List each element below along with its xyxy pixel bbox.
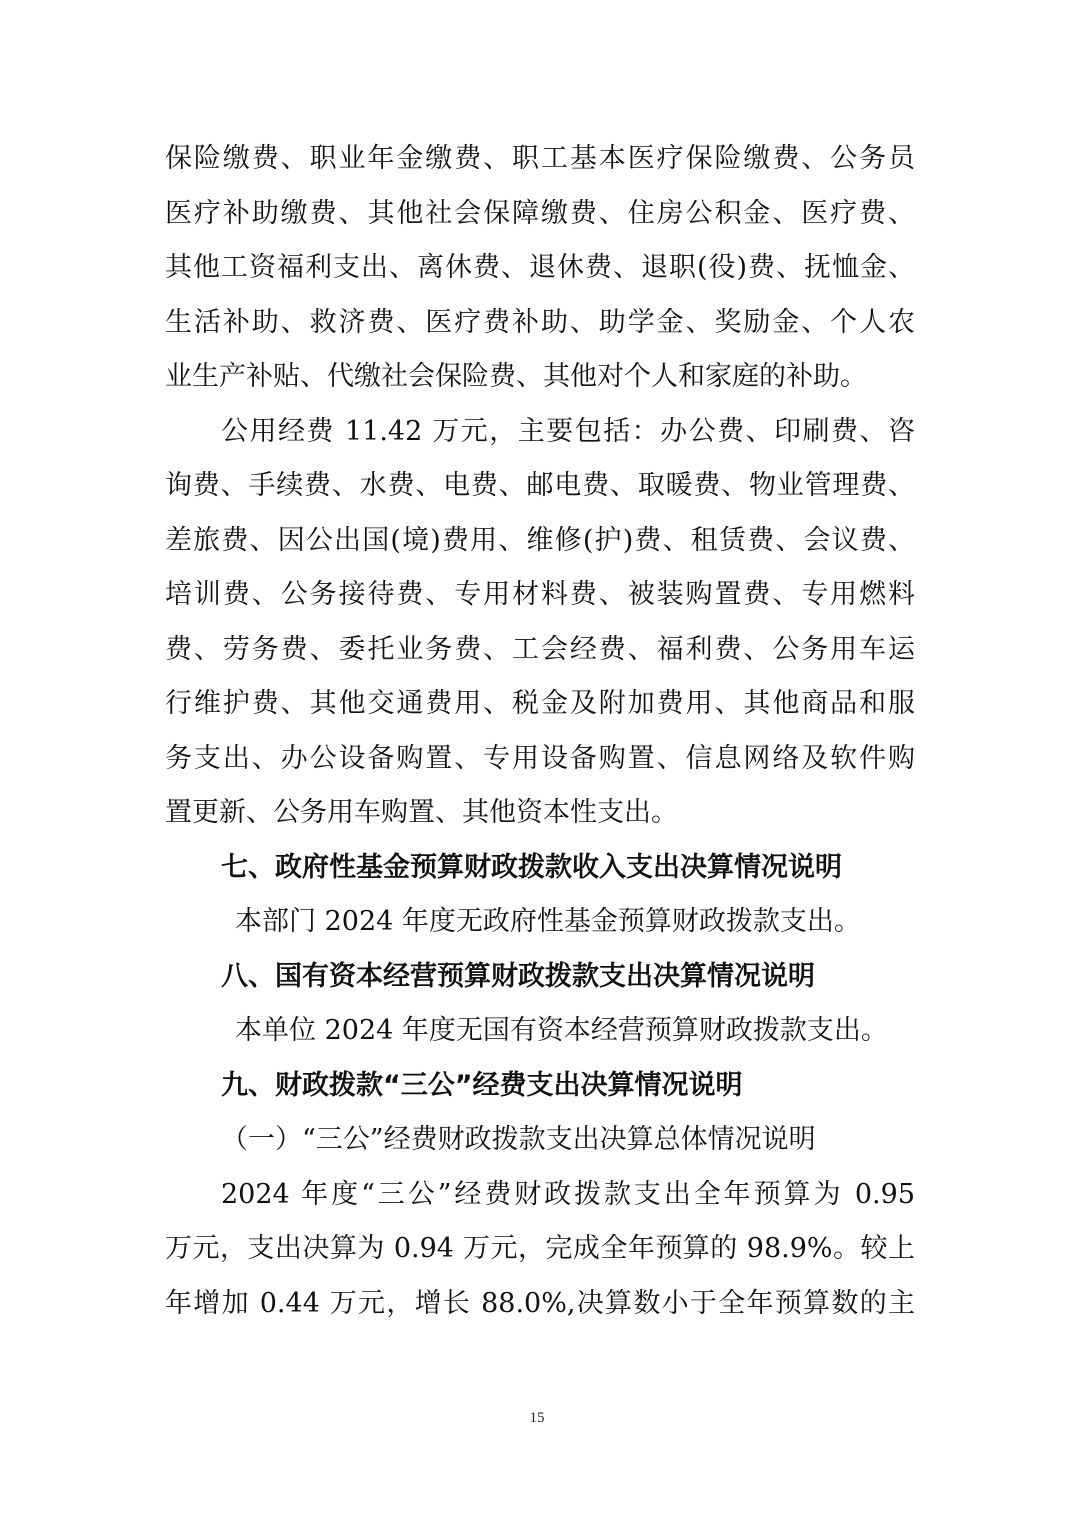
body-line: 年增加 0.44 万元，增长 88.0%,决算数小于全年预算数的主 <box>165 1287 915 1319</box>
body-line: 培训费、公务接待费、专用材料费、被装购置费、专用燃料 <box>165 579 915 610</box>
paragraph-start-line: 2024 年度“三公”经费财政拨款支出全年预算为 0.95 <box>221 1178 915 1210</box>
subsection-heading: （一）“三公”经费财政拨款支出决算总体情况说明 <box>221 1124 816 1155</box>
body-line: 差旅费、因公出国(境)费用、维修(护)费、租赁费、会议费、 <box>165 524 915 556</box>
section-body-line: 本单位 2024 年度无国有资本经营预算财政拨款支出。 <box>235 1015 888 1046</box>
body-line: 其他工资福利支出、离休费、退休费、退职(役)费、抚恤金、 <box>165 252 915 283</box>
body-line: 生活补助、救济费、医疗费补助、助学金、奖励金、个人农 <box>165 306 915 338</box>
body-line: 置更新、公务用车购置、其他资本性支出。 <box>165 797 678 828</box>
body-line: 行维护费、其他交通费用、税金及附加费用、其他商品和服 <box>165 688 915 719</box>
section-body-line: 本部门 2024 年度无政府性基金预算财政拨款支出。 <box>235 906 861 937</box>
body-line: 务支出、办公设备购置、专用设备购置、信息网络及软件购 <box>165 742 915 774</box>
body-line: 费、劳务费、委托业务费、工会经费、福利费、公务用车运 <box>165 633 915 665</box>
section-heading-eight: 八、国有资本经营预算财政拨款支出决算情况说明 <box>221 960 815 992</box>
body-line: 保险缴费、职业年金缴费、职工基本医疗保险缴费、公务员 <box>165 143 915 174</box>
body-line: 医疗补助缴费、其他社会保障缴费、住房公积金、医疗费、 <box>165 197 915 229</box>
body-line: 万元，支出决算为 0.94 万元，完成全年预算的 98.9%。较上 <box>165 1233 915 1264</box>
document-body <box>165 132 915 1331</box>
section-heading-nine: 九、财政拨款“三公”经费支出决算情况说明 <box>221 1069 743 1101</box>
body-line: 业生产补贴、代缴社会保险费、其他对个人和家庭的补助。 <box>165 361 867 392</box>
section-heading-seven: 七、政府性基金预算财政拨款收入支出决算情况说明 <box>221 851 842 883</box>
paragraph-start-line: 公用经费 11.42 万元，主要包括：办公费、印刷费、咨 <box>221 415 915 447</box>
body-line: 询费、手续费、水费、电费、邮电费、取暖费、物业管理费、 <box>165 470 915 501</box>
page-number: 15 <box>529 1410 545 1426</box>
